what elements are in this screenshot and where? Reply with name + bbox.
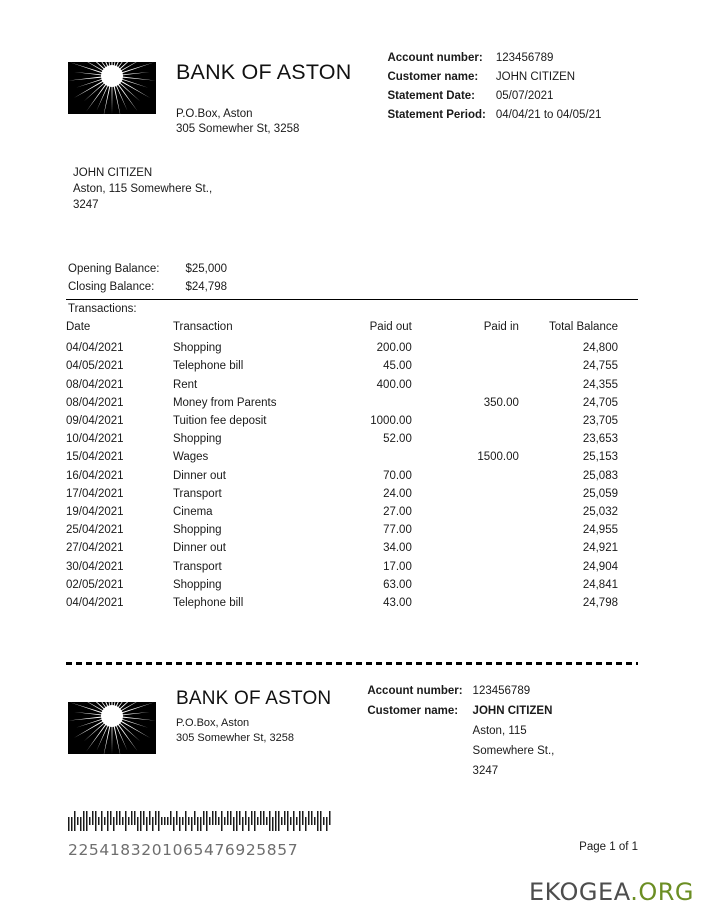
table-row bbox=[66, 558, 638, 576]
table-row bbox=[66, 412, 638, 430]
cell-date: 30/04/2021 bbox=[66, 560, 124, 573]
customer-name-label: Customer name: bbox=[387, 71, 479, 83]
watermark-secondary: .ORG bbox=[630, 878, 694, 906]
account-number-value: 123456789 bbox=[495, 52, 554, 64]
cell-paid-in bbox=[418, 558, 533, 576]
table-row bbox=[66, 539, 638, 557]
transactions-table bbox=[66, 318, 638, 612]
stub-address-line-3: 3247 bbox=[472, 765, 499, 777]
table-row bbox=[66, 357, 638, 375]
site-watermark bbox=[0, 878, 694, 906]
stub-address-row bbox=[367, 724, 554, 744]
bank-address-line-2: 305 Somewher St, 3258 bbox=[176, 123, 300, 135]
table-row bbox=[66, 485, 638, 503]
opening-balance-value: $25,000 bbox=[185, 263, 228, 275]
page-number: Page 1 of 1 bbox=[579, 841, 638, 853]
transactions-table-wrapper bbox=[66, 318, 638, 612]
stub-bank-address-line-2: 305 Somewher St, 3258 bbox=[176, 732, 295, 744]
cell-paid-out: 200.00 bbox=[376, 342, 412, 355]
cell-transaction: Telephone bill bbox=[172, 597, 244, 610]
stub-account-table bbox=[367, 684, 554, 784]
bank-address-line-1: P.O.Box, Aston bbox=[176, 108, 253, 120]
cell-total-balance: 24,955 bbox=[582, 524, 618, 537]
stub-account-row bbox=[367, 704, 554, 724]
table-row bbox=[66, 521, 638, 539]
stub-bank-name: BANK OF ASTON bbox=[176, 688, 332, 709]
table-row bbox=[66, 430, 638, 448]
cell-total-balance: 24,355 bbox=[582, 378, 618, 391]
cell-total-balance: 24,800 bbox=[582, 342, 618, 355]
column-header-paid-out: Paid out bbox=[369, 321, 412, 333]
cell-paid-out: 52.00 bbox=[383, 433, 412, 446]
cell-date: 04/04/2021 bbox=[66, 597, 124, 610]
bank-name: BANK OF ASTON bbox=[176, 60, 352, 84]
table-row bbox=[66, 503, 638, 521]
account-number-label: Account number: bbox=[387, 52, 483, 64]
cell-date: 16/04/2021 bbox=[66, 469, 124, 482]
cell-date: 27/04/2021 bbox=[66, 542, 124, 555]
cell-transaction: Transport bbox=[172, 487, 222, 500]
addressee-postcode: 3247 bbox=[73, 199, 99, 211]
account-details-row bbox=[387, 108, 601, 127]
cell-paid-out: 400.00 bbox=[376, 378, 412, 391]
table-row bbox=[66, 394, 638, 412]
cell-total-balance: 24,798 bbox=[582, 597, 618, 610]
column-header-date: Date bbox=[66, 321, 91, 333]
cell-paid-out: 63.00 bbox=[383, 578, 412, 591]
cell-paid-in bbox=[418, 339, 533, 357]
cell-transaction: Wages bbox=[172, 451, 209, 464]
cell-total-balance: 24,755 bbox=[582, 360, 618, 373]
closing-balance-row bbox=[68, 280, 227, 298]
cell-transaction: Shopping bbox=[172, 524, 222, 537]
statement-header bbox=[66, 36, 638, 137]
cell-total-balance: 25,153 bbox=[582, 451, 618, 464]
cell-paid-out: 70.00 bbox=[383, 469, 412, 482]
postal-barcode-icon bbox=[68, 810, 332, 832]
cell-date: 04/04/2021 bbox=[66, 342, 124, 355]
stub-account-number-label: Account number: bbox=[367, 685, 463, 697]
cell-paid-out: 1000.00 bbox=[370, 415, 412, 428]
cell-transaction: Shopping bbox=[172, 578, 222, 591]
table-row bbox=[66, 467, 638, 485]
stub-customer-name-value: JOHN CITIZEN bbox=[472, 705, 553, 717]
opening-balance-row bbox=[68, 262, 227, 280]
column-header-total-balance: Total Balance bbox=[548, 321, 618, 333]
cell-transaction: Money from Parents bbox=[172, 396, 277, 409]
sunburst-logo-icon bbox=[66, 676, 162, 754]
column-header-paid-in: Paid in bbox=[483, 321, 519, 333]
table-row bbox=[66, 576, 638, 594]
cell-paid-out: 45.00 bbox=[383, 360, 412, 373]
stub-account-number-value: 123456789 bbox=[472, 685, 531, 697]
closing-balance-label: Closing Balance: bbox=[68, 281, 155, 293]
cell-date: 19/04/2021 bbox=[66, 506, 124, 519]
cell-paid-in bbox=[418, 430, 533, 448]
cell-paid-out: 43.00 bbox=[383, 597, 412, 610]
bank-address bbox=[176, 107, 351, 137]
statement-period-value: 04/04/21 to 04/05/21 bbox=[495, 109, 602, 121]
cell-total-balance: 25,032 bbox=[582, 506, 618, 519]
barcode-number: 2254183201065476925857 bbox=[68, 841, 299, 859]
closing-balance-value: $24,798 bbox=[185, 281, 228, 293]
cell-date: 02/05/2021 bbox=[66, 578, 124, 591]
account-details-row bbox=[387, 70, 601, 89]
cell-total-balance: 24,705 bbox=[582, 396, 618, 409]
statement-stub bbox=[66, 676, 638, 784]
cell-total-balance: 23,705 bbox=[582, 415, 618, 428]
cell-paid-in bbox=[418, 576, 533, 594]
account-details-row bbox=[387, 89, 601, 108]
cell-transaction: Telephone bill bbox=[172, 360, 244, 373]
transactions-caption: Transactions: bbox=[68, 303, 137, 315]
cell-paid-in bbox=[418, 503, 533, 521]
customer-name-value: JOHN CITIZEN bbox=[495, 71, 576, 83]
cell-paid-in bbox=[418, 539, 533, 557]
stub-address-row bbox=[367, 764, 554, 784]
stub-bank-address bbox=[176, 716, 331, 746]
cell-paid-in bbox=[418, 485, 533, 503]
cell-paid-out bbox=[314, 394, 418, 412]
account-details-table bbox=[387, 51, 601, 127]
balances-block bbox=[68, 262, 227, 298]
cell-date: 15/04/2021 bbox=[66, 451, 124, 464]
cell-date: 09/04/2021 bbox=[66, 415, 124, 428]
statement-date-label: Statement Date: bbox=[387, 90, 476, 102]
cell-date: 04/05/2021 bbox=[66, 360, 124, 373]
cell-transaction: Shopping bbox=[172, 433, 222, 446]
cell-transaction: Tuition fee deposit bbox=[172, 415, 267, 428]
table-row bbox=[66, 594, 638, 612]
section-divider bbox=[66, 299, 638, 300]
cell-date: 08/04/2021 bbox=[66, 396, 124, 409]
cell-total-balance: 25,083 bbox=[582, 469, 618, 482]
table-row bbox=[66, 448, 638, 466]
cell-paid-out: 17.00 bbox=[383, 560, 412, 573]
cell-paid-out: 24.00 bbox=[383, 487, 412, 500]
stub-account-row bbox=[367, 684, 554, 704]
cell-total-balance: 25,059 bbox=[582, 487, 618, 500]
cell-paid-in bbox=[418, 376, 533, 394]
stub-address-line-2: Somewhere St., bbox=[472, 745, 555, 757]
cell-paid-out: 27.00 bbox=[383, 506, 412, 519]
transactions-table-body bbox=[66, 339, 638, 612]
stub-address-row bbox=[367, 744, 554, 764]
cell-paid-out: 77.00 bbox=[383, 524, 412, 537]
cell-transaction: Shopping bbox=[172, 342, 222, 355]
cell-date: 17/04/2021 bbox=[66, 487, 124, 500]
cell-paid-in: 1500.00 bbox=[477, 451, 519, 464]
table-row bbox=[66, 376, 638, 394]
brand-block bbox=[176, 36, 351, 137]
stub-brand-block bbox=[176, 676, 331, 746]
table-header-row bbox=[66, 318, 638, 339]
stub-address-line-1: Aston, 115 bbox=[472, 725, 527, 737]
addressee-street: Aston, 115 Somewhere St., bbox=[73, 183, 213, 195]
tear-off-divider bbox=[66, 662, 638, 665]
cell-paid-out: 34.00 bbox=[383, 542, 412, 555]
cell-total-balance: 23,653 bbox=[582, 433, 618, 446]
statement-period-label: Statement Period: bbox=[387, 109, 486, 121]
cell-transaction: Transport bbox=[172, 560, 222, 573]
watermark-primary: EKOGEA bbox=[528, 878, 631, 906]
cell-paid-out bbox=[314, 448, 418, 466]
opening-balance-label: Opening Balance: bbox=[68, 263, 160, 275]
cell-paid-in bbox=[418, 412, 533, 430]
table-row bbox=[66, 339, 638, 357]
cell-transaction: Dinner out bbox=[172, 542, 226, 555]
cell-paid-in: 350.00 bbox=[483, 396, 519, 409]
cell-total-balance: 24,841 bbox=[582, 578, 618, 591]
stub-customer-name-label: Customer name: bbox=[367, 705, 459, 717]
cell-paid-in bbox=[418, 594, 533, 612]
cell-total-balance: 24,921 bbox=[582, 542, 618, 555]
statement-date-value: 05/07/2021 bbox=[495, 90, 554, 102]
cell-date: 10/04/2021 bbox=[66, 433, 124, 446]
sunburst-logo-icon bbox=[66, 36, 162, 114]
cell-paid-in bbox=[418, 467, 533, 485]
cell-total-balance: 24,904 bbox=[582, 560, 618, 573]
cell-transaction: Cinema bbox=[172, 506, 213, 519]
addressee-block bbox=[73, 165, 212, 213]
cell-paid-in bbox=[418, 357, 533, 375]
cell-date: 25/04/2021 bbox=[66, 524, 124, 537]
cell-date: 08/04/2021 bbox=[66, 378, 124, 391]
addressee-name: JOHN CITIZEN bbox=[73, 167, 153, 179]
column-header-transaction: Transaction bbox=[172, 321, 233, 333]
stub-bank-address-line-1: P.O.Box, Aston bbox=[176, 717, 250, 729]
account-details-row bbox=[387, 51, 601, 70]
cell-paid-in bbox=[418, 521, 533, 539]
cell-transaction: Rent bbox=[172, 378, 198, 391]
cell-transaction: Dinner out bbox=[172, 469, 226, 482]
